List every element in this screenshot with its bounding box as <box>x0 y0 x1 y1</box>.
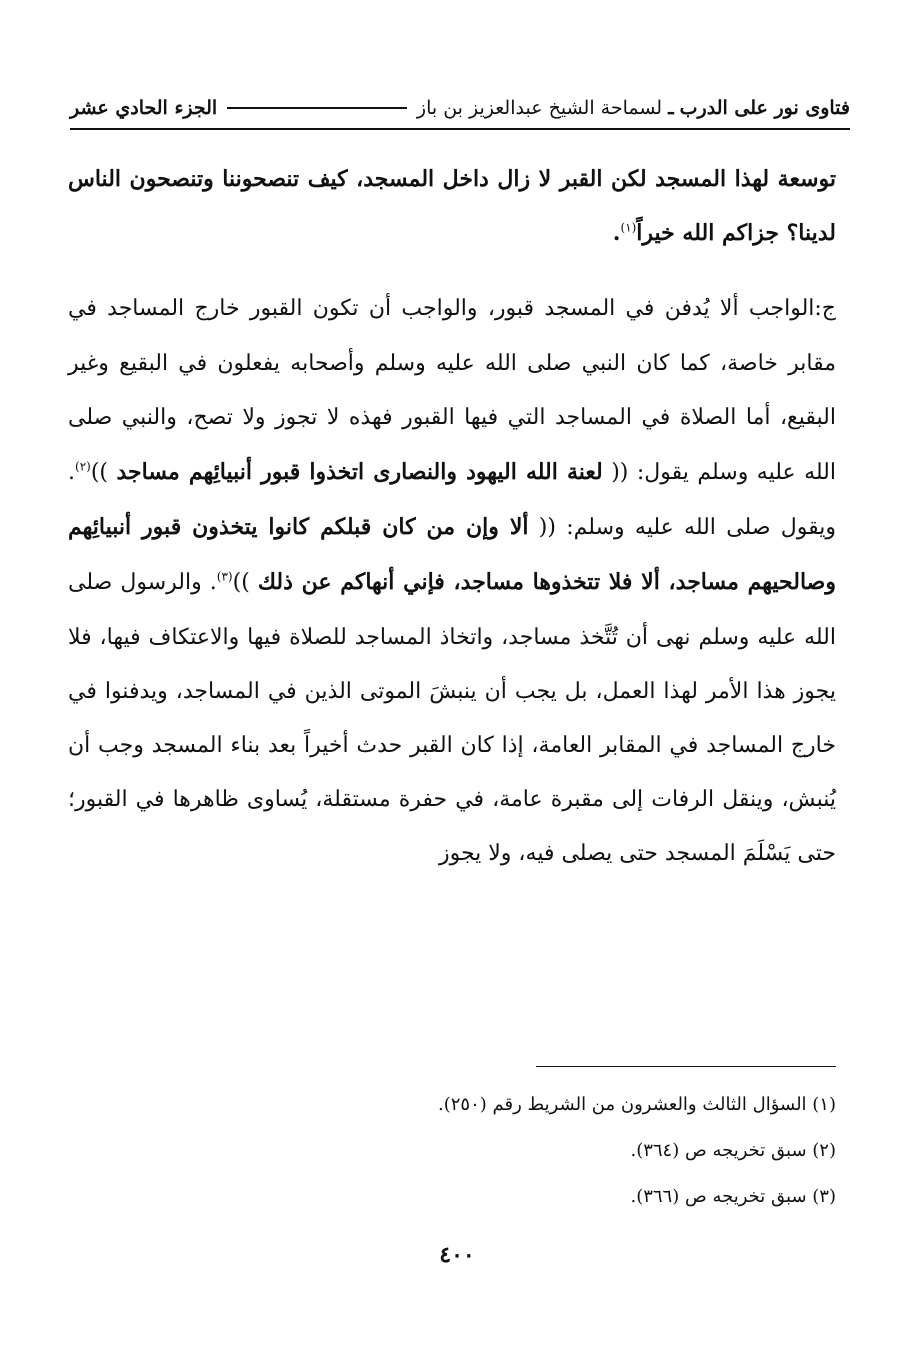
page-number: ٤٠٠ <box>439 1242 475 1268</box>
header-series-title: فتاوى نور على الدرب <box>679 97 850 119</box>
footnotes <box>80 1082 836 1220</box>
footnote-ref-3: (٣) <box>216 570 233 585</box>
hadith-2-close-quote: )) <box>232 570 250 596</box>
hadith-2: ألا وإن من كان قبلكم كانوا يتخذون قبور أنبيائِهم وصالحيهم مساجد، ألا فلا تتخذوها مساجد، فإني أنهاكم عن ذلك <box>68 514 836 596</box>
footnote-ref-2: (٢) <box>75 459 91 474</box>
hadith-1-close-quote: )) <box>90 460 108 486</box>
answer-text-3: . والرسول صلى الله عليه وسلم نهى أن تُتَّخذ مساجد، واتخاذ المساجد للصلاة فيها والاعتكاف فيها، فلا يجوز هذا الأمر لهذا العمل، بل يجب أن ينبشَ الموتى الذين في المساجد، ويدفنوا في خارج المساجد في المقابر العامة، إذا كان القبر حدث أخيراً بعد بناء المسجد وجب أن يُنبش، وينقل الرفات إلى مقبرة عامة، في حفرة مستقلة، يُساوى ظاهرها في القبور؛ حتى يَسْلَمَ المسجد حتى يصلى فيه، ولا يجوز <box>68 570 836 867</box>
header-separator: ـ <box>668 97 674 119</box>
answer-paragraph <box>68 282 836 881</box>
footnote-ref-1: (١) <box>620 220 637 235</box>
footnote-3: (٣) سبق تخريجه ص (٣٦٦). <box>630 1186 836 1207</box>
footnote-1: (١) السؤال الثالث والعشرون من الشريط رقم (٢٥٠). <box>438 1094 836 1115</box>
hadith-2-open-quote: (( <box>538 515 556 541</box>
header-rule <box>227 107 407 109</box>
question-end: . <box>612 220 621 247</box>
footnote-separator <box>536 1066 836 1067</box>
main-text <box>68 152 836 882</box>
running-header <box>70 88 850 130</box>
header-author: لسماحة الشيخ عبدالعزيز بن باز <box>416 97 663 119</box>
hadith-1: لعنة الله اليهود والنصارى اتخذوا قبور أنبيائِهم مساجد <box>116 459 603 486</box>
answer-text-2: . ويقول صلى الله عليه وسلم: <box>68 460 836 541</box>
footnote-2: (٢) سبق تخريجه ص (٣٦٤). <box>630 1140 836 1161</box>
question-paragraph <box>68 152 836 260</box>
header-volume: الجزء الحادي عشر <box>70 97 218 119</box>
question-text: توسعة لهذا المسجد لكن القبر لا زال داخل المسجد، كيف تنصحوننا وتنصحون الناس لدينا؟ جزاكم الله خيراً <box>68 166 836 247</box>
answer-text-1: ج:الواجب ألا يُدفن في المسجد قبور، والواجب أن تكون القبور خارج المساجد في مقابر خاصة، كما كان النبي صلى الله عليه وسلم وأصحابه يفعلون في البقيع وغير البقيع، أما الصلاة في المساجد التي فيها القبور فهذه لا تجوز ولا تصح، والنبي صلى الله عليه وسلم يقول: <box>68 296 836 486</box>
hadith-1-open-quote: (( <box>611 460 629 486</box>
